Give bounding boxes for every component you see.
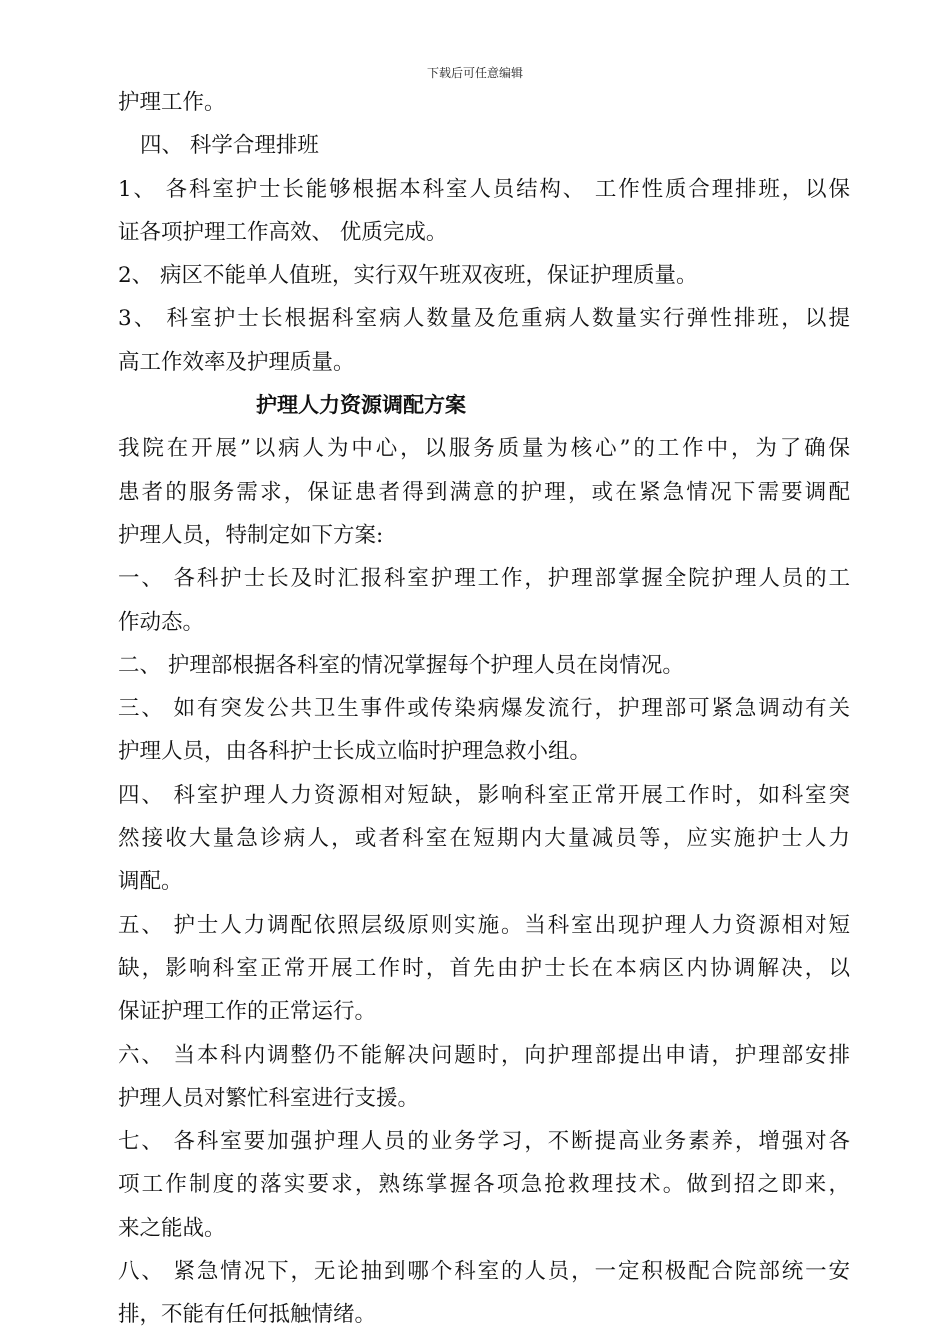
- document-page: [118, 81, 850, 1337]
- header-note: 下载后可任意编辑: [426, 66, 523, 80]
- document-title: 护理人力资源调配方案: [256, 393, 466, 418]
- paragraph-line: 五、 护士人力调配依照层级原则实施。当科室出现护理人力资源相对短: [118, 912, 850, 938]
- plan-item: [118, 774, 850, 904]
- paragraph-line: 作动态。: [118, 609, 205, 635]
- paragraph-line: 3、 科室护士长根据科室病人数量及危重病人数量实行弹性排班，以提: [118, 306, 850, 332]
- paragraph-line: 证各项护理工作高效、 优质完成。: [118, 219, 448, 245]
- paragraph-line: 项工作制度的落实要求，熟练掌握各项急抢救理技术。做到招之即来，: [118, 1172, 850, 1198]
- paragraph-line: 高工作效率及护理质量。: [118, 349, 355, 375]
- paragraph-line: 七、 各科室要加强护理人员的业务学习，不断提高业务素养，增强对各: [118, 1129, 850, 1155]
- paragraph-line: 1、 各科室护士长能够根据本科室人员结构、 工作性质合理排班，以保: [118, 176, 850, 202]
- continuation-line: 护理工作。: [118, 90, 226, 115]
- paragraph-line: 保证护理工作的正常运行。: [118, 999, 377, 1025]
- paragraph-line: 三、 如有突发公共卫生事件或传染病爆发流行，护理部可紧急调动有关: [118, 696, 850, 722]
- plan-item: [118, 904, 850, 1034]
- paragraph-line: 一、 各科护士长及时汇报科室护理工作，护理部掌握全院护理人员的工: [118, 566, 850, 592]
- paragraph-line: 排，不能有任何抵触情绪。: [118, 1302, 377, 1328]
- section-heading: 四、 科学合理排班: [140, 133, 319, 159]
- paragraph-line: 缺，影响科室正常开展工作时，首先由护士长在本病区内协调解决，以: [118, 955, 850, 981]
- paragraph-line: 二、 护理部根据各科室的情况掌握每个护理人员在岗情况。: [118, 652, 684, 678]
- paragraph-line: 来之能战。: [118, 1215, 226, 1241]
- schedule-item: [118, 254, 850, 297]
- paragraph-line: 然接收大量急诊病人，或者科室在短期内大量减员等，应实施护士人力: [118, 826, 850, 852]
- plan-item: [118, 1034, 850, 1121]
- plan-item: [118, 644, 850, 687]
- paragraph-line: 调配。: [118, 869, 183, 895]
- schedule-item: [118, 168, 850, 255]
- paragraph-line: 护理人员，特制定如下方案:: [118, 522, 384, 548]
- plan-item: [118, 1120, 850, 1250]
- plan-item: [118, 1250, 850, 1337]
- paragraph-line: 六、 当本科内调整仍不能解决问题时，向护理部提出申请，护理部安排: [118, 1042, 850, 1068]
- paragraph-line: 护理人员，由各科护士长成立临时护理急救小组。: [118, 739, 592, 765]
- plan-item: [118, 557, 850, 644]
- paragraph-line: 护理人员对繁忙科室进行支援。: [118, 1085, 420, 1111]
- plan-item: [118, 687, 850, 774]
- paragraph-line: 2、 病区不能单人值班，实行双午班双夜班，保证护理质量。: [118, 263, 698, 289]
- intro-paragraph: [118, 427, 850, 557]
- paragraph-line: 患者的服务需求，保证患者得到满意的护理，或在紧急情况下需要调配: [118, 479, 850, 505]
- paragraph-line: 八、 紧急情况下，无论抽到哪个科室的人员，一定积极配合院部统一安: [118, 1259, 850, 1285]
- paragraph-line: 四、 科室护理人力资源相对短缺，影响科室正常开展工作时，如科室突: [118, 782, 850, 808]
- schedule-item: [118, 297, 850, 384]
- paragraph-line: 我院在开展”以病人为中心，以服务质量为核心”的工作中，为了确保: [118, 436, 850, 462]
